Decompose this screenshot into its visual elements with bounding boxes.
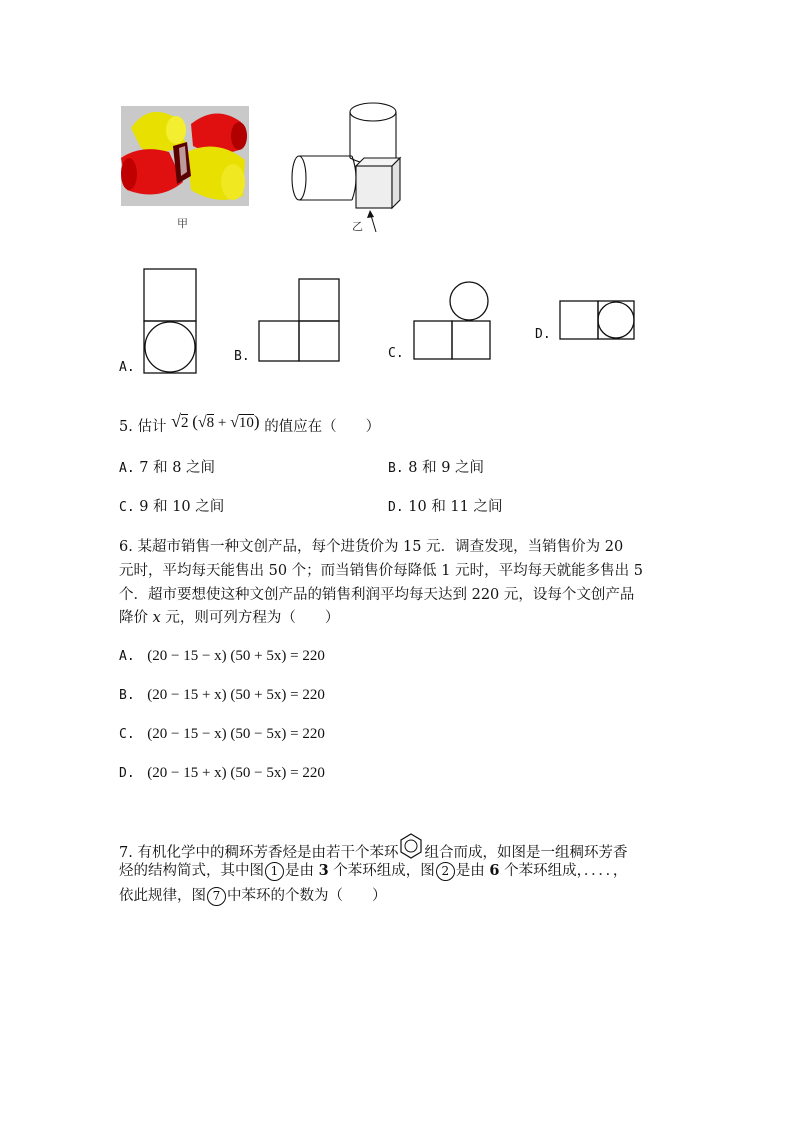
option-c-label: C. — [388, 346, 404, 361]
q5-prefix: 5. 估计 — [119, 419, 167, 435]
q6-option-a: A. (20 − 15 − x) (50 + 5x) = 220 — [119, 648, 325, 664]
option-d-label: D. — [535, 327, 551, 342]
q6-line-3: 个．超市要想使这种文创产品的销售利润平均每天达到 220 元，设每个文创产品 — [119, 587, 635, 603]
q5-expression: √2 (√8 + √10) — [171, 411, 260, 431]
q7-line-3: 依此规律，图 7 中苯环的个数为（ ） — [119, 888, 387, 904]
q5-option-d: D. 10 和 11 之间 — [388, 499, 503, 515]
figure-yi — [290, 100, 410, 240]
q7-count-2: 6 — [489, 862, 500, 879]
q5-stem — [119, 411, 381, 438]
figure-1-marker: 1 — [265, 862, 284, 881]
q5-option-a: A. 7 和 8 之间 — [119, 460, 216, 476]
q6-variable: x — [152, 610, 161, 626]
option-c-figure — [412, 281, 502, 361]
q5-plus: + — [217, 415, 227, 431]
figure-jia-label: 甲 — [177, 217, 188, 230]
option-d-figure — [558, 299, 638, 341]
q6-option-b: B. (20 − 15 + x) (50 + 5x) = 220 — [119, 687, 325, 703]
q6-line-1: 6. 某超市销售一种文创产品，每个进货价为 15 元．调查发现，当销售价为 20 — [119, 539, 624, 555]
q5-option-c: C. 9 和 10 之间 — [119, 499, 225, 515]
q7-line-1: 7. 有机化学中的稠环芳香烃是由若干个苯环 组合而成，如图是一组稠环芳香 — [119, 833, 627, 864]
q6-line-2: 元时，平均每天能售出 50 个；而当销售价每降低 1 元时，平均每天就能多售出 5 — [119, 563, 643, 579]
benzene-ring-icon — [399, 833, 423, 859]
q6-line-4: 降价 x 元，则可列方程为（ ） — [119, 610, 340, 626]
option-a-figure — [142, 267, 202, 377]
option-b-figure — [256, 276, 346, 366]
q5-suffix: 的值应在（ ） — [264, 419, 381, 435]
figure-jia — [121, 106, 249, 206]
figure-yi-label: 乙 — [352, 220, 363, 233]
q7-line-2: 烃的结构简式，其中图 1 是由 3 个苯环组成，图 2 是由 6 个苯环组成，．．．．， — [119, 862, 628, 879]
q5-option-b: B. 8 和 9 之间 — [388, 460, 485, 476]
q5-radicand-a: 8 — [206, 415, 215, 431]
option-b-label: B. — [234, 349, 250, 364]
q7-count-1: 3 — [318, 862, 329, 879]
figure-2-marker: 2 — [436, 862, 455, 881]
q5-radicand-outer: 2 — [180, 415, 189, 431]
q6-option-d: D. (20 − 15 + x) (50 − 5x) = 220 — [119, 765, 325, 781]
q5-radicand-b: 10 — [238, 415, 254, 431]
cylinders-illustration — [121, 106, 249, 206]
option-a-label: A. — [119, 360, 135, 375]
q6-option-c: C. (20 − 15 − x) (50 − 5x) = 220 — [119, 726, 325, 742]
figure-7-marker: 7 — [207, 887, 226, 906]
